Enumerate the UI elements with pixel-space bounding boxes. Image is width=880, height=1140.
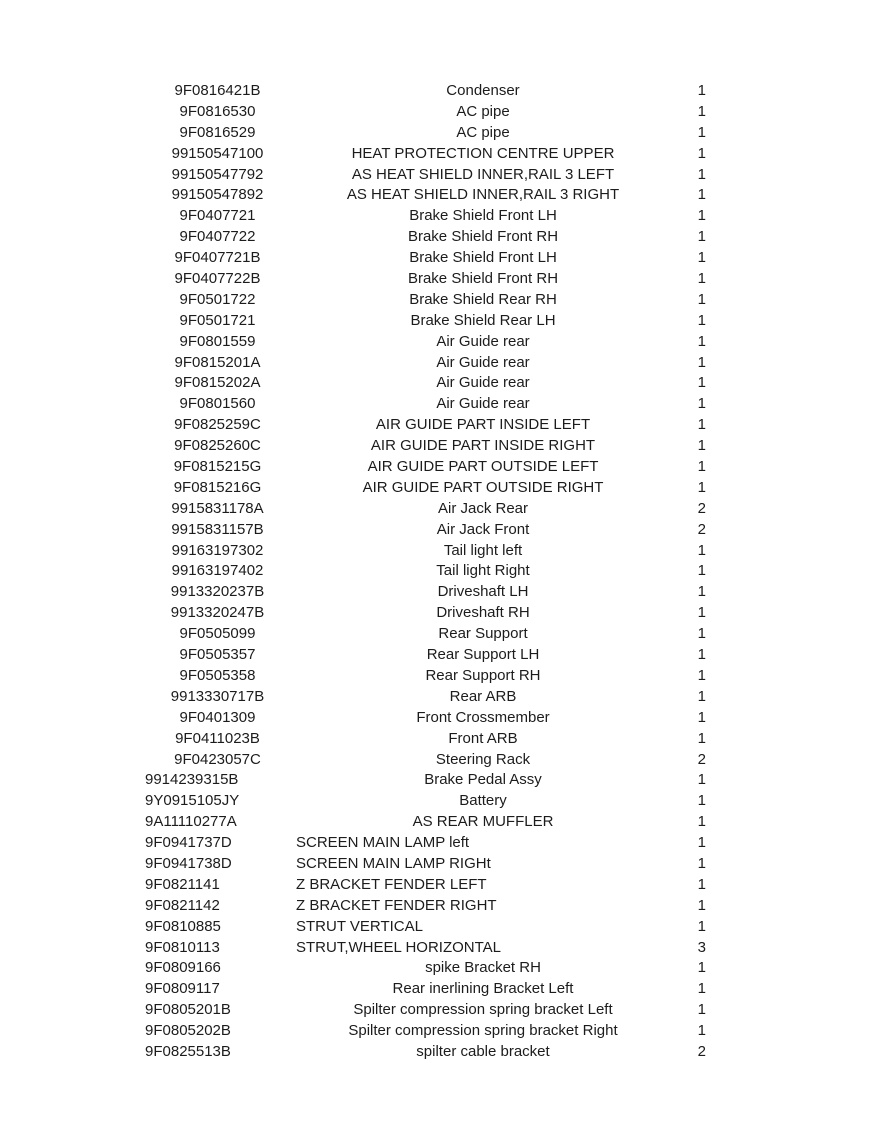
part-number-cell: 9F0411023B [175, 729, 260, 747]
part-number-cell: 9F0501722 [179, 290, 256, 308]
part-number-cell: 9F0825513B [145, 1042, 231, 1060]
table-row [145, 687, 706, 708]
part-number-cell: 9F0821141 [145, 875, 220, 893]
table-row [145, 144, 706, 165]
quantity-cell: 1 [697, 228, 706, 246]
table-row [145, 770, 706, 791]
part-number-cell: 9F0505099 [179, 625, 256, 643]
description-cell: Spilter compression spring bracket Right [348, 1022, 618, 1040]
table-row [145, 896, 706, 917]
quantity-cell: 1 [697, 729, 706, 747]
table-row [145, 269, 706, 290]
quantity-cell: 1 [697, 1001, 706, 1019]
table-row [145, 415, 706, 436]
table-row [145, 645, 706, 666]
description-cell: AS HEAT SHIELD INNER,RAIL 3 LEFT [351, 165, 615, 183]
quantity-cell: 1 [697, 771, 706, 789]
quantity-cell: 1 [697, 834, 706, 852]
part-number-cell: 99150547100 [171, 144, 264, 162]
quantity-cell: 1 [697, 82, 706, 99]
table-row [145, 624, 706, 645]
part-number-cell: 9F0801559 [179, 332, 256, 350]
part-number-cell: 9F0816421B [174, 82, 261, 99]
table-row [145, 561, 706, 582]
quantity-cell: 1 [697, 395, 706, 413]
part-number-cell: 9F0407721B [174, 249, 261, 267]
description-cell: SCREEN MAIN LAMP left [296, 834, 470, 852]
quantity-cell: 1 [697, 123, 706, 141]
quantity-cell: 1 [697, 416, 706, 434]
quantity-cell: 1 [697, 896, 706, 914]
description-cell: Brake Shield Front LH [409, 207, 557, 225]
part-number-cell: 9915831157B [171, 520, 264, 538]
table-row [145, 666, 706, 687]
description-cell: STRUT,WHEEL HORIZONTAL [296, 938, 502, 956]
table-row [145, 812, 706, 833]
part-number-cell: 9915831178A [171, 499, 264, 517]
part-number-cell: 9F0501721 [179, 311, 256, 329]
part-number-cell: 9F0407722B [174, 270, 261, 288]
quantity-cell: 1 [697, 875, 706, 893]
description-cell: Driveshaft RH [436, 604, 530, 622]
description-cell: Rear Support RH [425, 666, 541, 684]
table-row [145, 541, 706, 562]
quantity-cell: 2 [697, 520, 706, 538]
part-number-cell: 9F0810113 [145, 938, 220, 956]
table-row [145, 81, 706, 102]
part-number-cell: 9F0423057C [174, 750, 261, 768]
description-cell: AIR GUIDE PART INSIDE LEFT [375, 416, 591, 434]
quantity-cell: 1 [697, 687, 706, 705]
table-row [145, 248, 706, 269]
table-row [145, 582, 706, 603]
part-number-cell: 9F0816529 [179, 123, 256, 141]
part-number-cell: 9F0815201A [174, 353, 261, 371]
quantity-cell: 1 [697, 625, 706, 643]
quantity-cell: 1 [697, 583, 706, 601]
quantity-cell: 1 [697, 458, 706, 476]
description-cell: AIR GUIDE PART OUTSIDE RIGHT [362, 478, 604, 496]
quantity-cell: 1 [697, 980, 706, 998]
description-cell: AC pipe [456, 123, 510, 141]
description-cell: Rear inerlining Bracket Left [392, 980, 574, 998]
quantity-cell: 1 [697, 1022, 706, 1040]
part-number-cell: 9913320237B [170, 583, 265, 601]
part-number-cell: 99163197302 [171, 541, 264, 559]
table-row [145, 436, 706, 457]
quantity-cell: 1 [697, 708, 706, 726]
description-cell: Air Guide rear [436, 353, 530, 371]
description-cell: Tail light Right [436, 562, 530, 580]
description-cell: AC pipe [456, 102, 510, 120]
quantity-cell: 3 [697, 938, 706, 956]
table-row [145, 708, 706, 729]
quantity-cell: 1 [697, 207, 706, 225]
part-number-cell: 9F0825260C [174, 437, 261, 455]
table-row [145, 478, 706, 499]
table-row [145, 165, 706, 186]
part-number-cell: 9A11110277A [145, 813, 237, 831]
parts-list-table [145, 81, 706, 1063]
description-cell: Rear ARB [449, 687, 517, 705]
table-row [145, 1042, 706, 1063]
quantity-cell: 1 [697, 792, 706, 810]
quantity-cell: 1 [697, 562, 706, 580]
quantity-cell: 1 [697, 165, 706, 183]
quantity-cell: 2 [697, 1042, 706, 1060]
part-number-cell: 99150547792 [171, 165, 264, 183]
quantity-cell: 1 [697, 353, 706, 371]
description-cell: Condenser [446, 82, 520, 99]
part-number-cell: 9F0809166 [145, 959, 221, 977]
part-number-cell: 99150547892 [171, 186, 264, 204]
quantity-cell: 1 [697, 646, 706, 664]
table-row [145, 373, 706, 394]
description-cell: Brake Shield Front RH [407, 270, 559, 288]
description-cell: Air Guide rear [436, 332, 530, 350]
table-row [145, 332, 706, 353]
quantity-cell: 1 [697, 478, 706, 496]
table-row [145, 311, 706, 332]
table-row [145, 227, 706, 248]
table-row [145, 290, 706, 311]
table-row [145, 185, 706, 206]
quantity-cell: 2 [697, 750, 706, 768]
quantity-cell: 1 [697, 374, 706, 392]
part-number-cell: 9913330717B [170, 687, 265, 705]
description-cell: Rear Support [438, 625, 528, 643]
part-number-cell: 99163197402 [171, 562, 264, 580]
description-cell: AIR GUIDE PART OUTSIDE LEFT [367, 458, 599, 476]
quantity-cell: 1 [697, 813, 706, 831]
quantity-cell: 1 [697, 541, 706, 559]
part-number-cell: 9F0825259C [174, 416, 261, 434]
description-cell: Air Guide rear [436, 395, 530, 413]
part-number-cell: 9F0505357 [179, 646, 256, 664]
table-row [145, 1000, 706, 1021]
quantity-cell: 1 [697, 437, 706, 455]
description-cell: Driveshaft LH [437, 583, 529, 601]
description-cell: STRUT VERTICAL [296, 917, 423, 935]
description-cell: spilter cable bracket [416, 1042, 550, 1060]
part-number-cell: 9F0401309 [179, 708, 256, 726]
table-row [145, 499, 706, 520]
part-number-cell: 9Y0915105JY [145, 792, 240, 810]
quantity-cell: 1 [697, 604, 706, 622]
table-row [145, 729, 706, 750]
quantity-cell: 1 [697, 186, 706, 204]
part-number-cell: 9F0407722 [179, 228, 256, 246]
description-cell: Brake Shield Front RH [407, 228, 559, 246]
table-row [145, 102, 706, 123]
table-row [145, 1021, 706, 1042]
quantity-cell: 1 [697, 917, 706, 935]
table-row [145, 394, 706, 415]
description-cell: AS HEAT SHIELD INNER,RAIL 3 RIGHT [346, 186, 620, 204]
description-cell: spike Bracket RH [425, 959, 541, 977]
part-number-cell: 9914239315B [145, 771, 239, 789]
quantity-cell: 1 [697, 144, 706, 162]
table-row [145, 854, 706, 875]
quantity-cell: 1 [697, 332, 706, 350]
part-number-cell: 9913320247B [170, 604, 265, 622]
quantity-cell: 1 [697, 249, 706, 267]
table-row [145, 833, 706, 854]
table-row [145, 206, 706, 227]
part-number-cell: 9F0941737D [145, 834, 232, 852]
description-cell: Brake Shield Front LH [409, 249, 557, 267]
description-cell: Rear Support LH [426, 646, 540, 664]
quantity-cell: 1 [697, 311, 706, 329]
part-number-cell: 9F0407721 [179, 207, 256, 225]
table-row [145, 520, 706, 541]
description-cell: Front Crossmember [416, 708, 550, 726]
description-cell: Brake Shield Rear RH [409, 290, 557, 308]
part-number-cell: 9F0941738D [145, 854, 232, 872]
description-cell: AS REAR MUFFLER [412, 813, 554, 831]
table-row [145, 875, 706, 896]
quantity-cell: 1 [697, 666, 706, 684]
description-cell: Air Jack Rear [437, 499, 529, 517]
table-row [145, 603, 706, 624]
part-number-cell: 9F0821142 [145, 896, 220, 914]
part-number-cell: 9F0801560 [179, 395, 256, 413]
description-cell: Air Jack Front [436, 520, 530, 538]
table-row [145, 353, 706, 374]
part-number-cell: 9F0815202A [174, 374, 261, 392]
description-cell: Z BRACKET FENDER LEFT [296, 875, 487, 893]
quantity-cell: 1 [697, 102, 706, 120]
quantity-cell: 1 [697, 854, 706, 872]
table-row [145, 917, 706, 938]
description-cell: Battery [459, 792, 507, 810]
description-cell: Tail light left [443, 541, 523, 559]
quantity-cell: 2 [697, 499, 706, 517]
part-number-cell: 9F0810885 [145, 917, 221, 935]
table-row [145, 123, 706, 144]
quantity-cell: 1 [697, 270, 706, 288]
quantity-cell: 1 [697, 290, 706, 308]
table-row [145, 791, 706, 812]
table-row [145, 750, 706, 771]
quantity-cell: 1 [697, 959, 706, 977]
part-number-cell: 9F0809117 [145, 980, 220, 998]
table-row [145, 958, 706, 979]
table-row [145, 938, 706, 959]
description-cell: Front ARB [448, 729, 518, 747]
description-cell: Steering Rack [435, 750, 531, 768]
part-number-cell: 9F0805201B [145, 1001, 231, 1019]
table-row [145, 979, 706, 1000]
description-cell: Air Guide rear [436, 374, 530, 392]
description-cell: SCREEN MAIN LAMP RIGHt [296, 854, 491, 872]
part-number-cell: 9F0816530 [179, 102, 256, 120]
description-cell: Brake Pedal Assy [424, 771, 542, 789]
part-number-cell: 9F0505358 [179, 666, 256, 684]
description-cell: Brake Shield Rear LH [410, 311, 556, 329]
description-cell: AIR GUIDE PART INSIDE RIGHT [370, 437, 596, 455]
table-row [145, 457, 706, 478]
description-cell: Z BRACKET FENDER RIGHT [296, 896, 497, 914]
description-cell: Spilter compression spring bracket Left [353, 1001, 613, 1019]
part-number-cell: 9F0815216G [173, 478, 262, 496]
part-number-cell: 9F0815215G [173, 458, 262, 476]
part-number-cell: 9F0805202B [145, 1022, 231, 1040]
description-cell: HEAT PROTECTION CENTRE UPPER [351, 144, 615, 162]
